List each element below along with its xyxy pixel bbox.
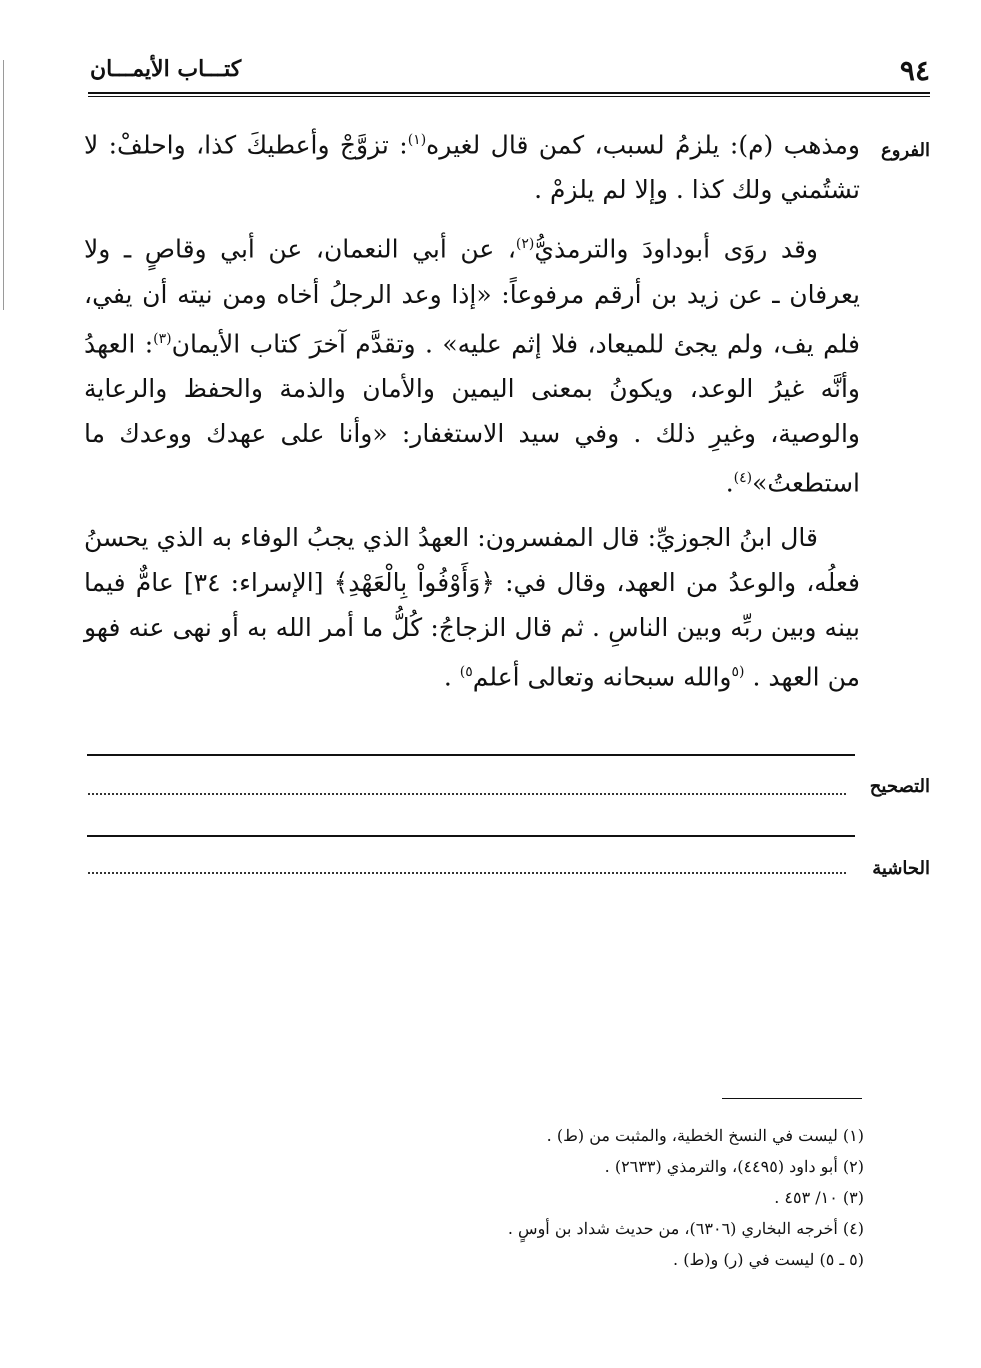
paragraph-3 — [84, 515, 860, 699]
page-header — [88, 50, 930, 96]
side-label-furu: الفروع — [881, 140, 930, 161]
scan-edge-line — [3, 60, 4, 310]
header-rule-thin — [88, 96, 930, 97]
footnote-ref: ٥) — [459, 664, 473, 681]
running-title: كتـــاب الأيمـــان — [90, 56, 242, 82]
main-text — [84, 118, 860, 710]
paragraph-1 — [84, 118, 860, 212]
footnote-ref: (٣) — [153, 330, 172, 347]
paragraph-text: وقد روَى أبوداودَ والترمذيُّ — [534, 234, 818, 264]
paragraph-text: ومذهب (م): يلزمُ لسبب، كمن قال لغيره — [426, 130, 860, 160]
footnotes — [300, 1120, 864, 1275]
section-divider-2 — [87, 835, 855, 837]
footnote-5: (٥ ـ ٥) ليست في (ر) و(ط) . — [673, 1250, 864, 1269]
paragraph-text: . — [725, 468, 734, 498]
footnote-separator — [722, 1098, 862, 1099]
side-label-tashih: التصحيح — [869, 776, 930, 797]
page-number: ٩٤ — [899, 54, 930, 87]
paragraph-text: : العهدُ وأنَّه غيرُ الوعد، ويكونُ بمعنى اليمين والأمان والذمة والحفظ والرعاية والوصية، وغيرِ ذلك . وفي سيد الاستغفار: «وأنا على عهدك ووعدك ما استطعتُ» — [84, 328, 860, 498]
footnote-ref: (١) — [407, 132, 427, 148]
footnote-ref: (٤) — [733, 469, 753, 486]
paragraph-2 — [84, 222, 860, 505]
footnote-3: (٣) ١٠/ ٤٥٣ . — [774, 1188, 864, 1207]
paragraph-text: قال ابنُ الجوزيِّ: قال المفسرون: العهدُ الذي يجبُ الوفاء به الذي يحسنُ فعلُه، والوعدُ من العهد، وقال في: ﴿وَأَوْفُواْ بِالْعَهْدِ﴾ [الإسراء: ٣٤] عامٌّ فيما بينه وبين ربِّه وبين الناسِ . ثم قال الزجاجُ: كُلُّ ما أمر الله به أو نهى عنه فهو من العهد . — [84, 523, 860, 692]
footnote-ref: (٥ — [731, 664, 745, 681]
paragraph-text: . — [443, 662, 460, 692]
paragraph-text: ، عن أبي النعمان، عن أبي وقاصٍ ـ ولا يعرفان ـ عن زيد بن أرقم مرفوعاً: «إذا وعد الرجلُ أخاه ومن نيته أن يفي، فلم يف، ولم يجئ للميعاد، فلا إثم عليه» . وتقدَّم آخرَ كتاب الأيمان — [84, 234, 860, 358]
tashih-dotted-line — [88, 793, 846, 795]
footnote-4: (٤) أخرجه البخاري (٦٣٠٦)، من حديث شداد بن أوسٍ . — [507, 1219, 864, 1238]
hashiya-dotted-line — [88, 872, 846, 874]
footnote-1: (١) ليست في النسخ الخطية، والمثبت من (ط) . — [546, 1126, 864, 1145]
footnote-ref: (٢) — [515, 236, 535, 253]
paragraph-text: : تزوَّجْ وأعطيكَ كذا، واحلفْ: لا تشتُمني ولك كذا . وإلا لم يلزمْ . — [84, 130, 860, 205]
header-rule-thick — [88, 92, 930, 94]
section-divider-1 — [87, 754, 855, 756]
footnote-2: (٢) أبو داود (٤٤٩٥)، والترمذي (٢٦٣٣) . — [604, 1157, 864, 1176]
paragraph-text: والله سبحانه وتعالى أعلم — [472, 662, 732, 692]
side-label-hashiya: الحاشية — [872, 858, 930, 879]
